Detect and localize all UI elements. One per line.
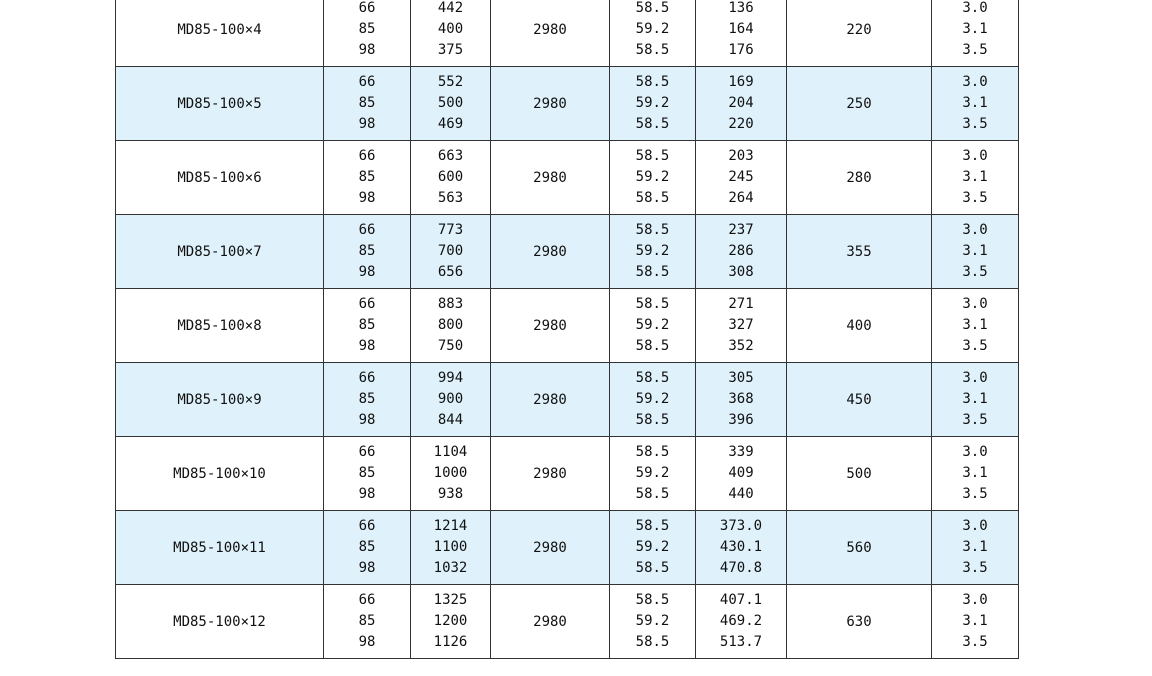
efficiency-cell [610, 289, 696, 363]
npsh-cell [932, 215, 1019, 289]
head-cell [411, 289, 491, 363]
head-cell-value: 938 [437, 486, 464, 502]
motor-power-cell: 250 [787, 67, 932, 141]
flow-cell-value: 66 [358, 592, 376, 608]
head-cell-value: 656 [437, 264, 464, 280]
flow-cell-value: 66 [358, 74, 376, 90]
shaft-power-cell [696, 215, 787, 289]
head-cell-value: 900 [437, 391, 464, 407]
flow-cell-value: 66 [358, 148, 376, 164]
npsh-cell-value: 3.0 [962, 74, 988, 90]
efficiency-cell [610, 511, 696, 585]
shaft-power-cell-value: 396 [728, 412, 754, 428]
shaft-power-cell-value: 305 [728, 370, 754, 386]
npsh-cell-value: 3.5 [962, 412, 988, 428]
flow-cell [324, 289, 411, 363]
efficiency-cell-value: 58.5 [635, 190, 670, 206]
shaft-power-cell-value: 368 [728, 391, 754, 407]
shaft-power-cell-value: 327 [728, 317, 754, 333]
head-cell-value: 700 [437, 243, 464, 259]
model-cell: MD85-100×10 [116, 437, 324, 511]
npsh-cell-value: 3.1 [962, 539, 988, 555]
head-cell-value: 563 [437, 190, 464, 206]
shaft-power-cell-value: 164 [728, 21, 754, 37]
efficiency-cell-value: 58.5 [635, 42, 670, 58]
model-cell: MD85-100×5 [116, 67, 324, 141]
shaft-power-cell-value: 469.2 [719, 613, 763, 629]
npsh-cell [932, 141, 1019, 215]
head-cell-value: 1000 [433, 465, 468, 481]
efficiency-cell-value: 58.5 [635, 74, 670, 90]
head-cell-value: 663 [437, 148, 464, 164]
efficiency-cell-value: 58.5 [635, 116, 670, 132]
efficiency-cell-value: 58.5 [635, 296, 670, 312]
shaft-power-cell-value: 136 [728, 0, 754, 16]
npsh-cell-value: 3.5 [962, 634, 988, 650]
head-cell-value: 883 [437, 296, 464, 312]
efficiency-cell [610, 141, 696, 215]
efficiency-cell [610, 437, 696, 511]
npsh-cell-value: 3.0 [962, 148, 988, 164]
motor-power-cell: 220 [787, 0, 932, 67]
npsh-cell [932, 585, 1019, 659]
npsh-cell-value: 3.5 [962, 560, 988, 576]
npsh-cell-value: 3.0 [962, 370, 988, 386]
efficiency-cell-value: 58.5 [635, 148, 670, 164]
speed-cell: 2980 [491, 141, 610, 215]
shaft-power-cell [696, 511, 787, 585]
table-row [116, 67, 1019, 141]
shaft-power-cell [696, 363, 787, 437]
npsh-cell [932, 437, 1019, 511]
flow-cell-value: 98 [358, 190, 376, 206]
head-cell-value: 1100 [433, 539, 468, 555]
npsh-cell-value: 3.0 [962, 592, 988, 608]
shaft-power-cell-value: 286 [728, 243, 754, 259]
npsh-cell-value: 3.1 [962, 317, 988, 333]
head-cell-value: 469 [437, 116, 464, 132]
flow-cell [324, 585, 411, 659]
npsh-cell [932, 511, 1019, 585]
efficiency-cell-value: 59.2 [635, 169, 670, 185]
head-cell-value: 773 [437, 222, 464, 238]
efficiency-cell-value: 59.2 [635, 243, 670, 259]
motor-power-cell: 500 [787, 437, 932, 511]
flow-cell-value: 98 [358, 264, 376, 280]
efficiency-cell-value: 59.2 [635, 465, 670, 481]
model-cell: MD85-100×11 [116, 511, 324, 585]
efficiency-cell-value: 58.5 [635, 560, 670, 576]
npsh-cell-value: 3.1 [962, 613, 988, 629]
npsh-cell-value: 3.5 [962, 338, 988, 354]
efficiency-cell-value: 58.5 [635, 444, 670, 460]
flow-cell-value: 98 [358, 560, 376, 576]
motor-power-cell: 630 [787, 585, 932, 659]
speed-cell: 2980 [491, 437, 610, 511]
speed-cell: 2980 [491, 585, 610, 659]
efficiency-cell-value: 58.5 [635, 264, 670, 280]
motor-power-cell: 355 [787, 215, 932, 289]
npsh-cell-value: 3.0 [962, 444, 988, 460]
head-cell-value: 500 [437, 95, 464, 111]
efficiency-cell-value: 59.2 [635, 613, 670, 629]
model-cell: MD85-100×4 [116, 0, 324, 67]
motor-power-cell: 450 [787, 363, 932, 437]
flow-cell-value: 98 [358, 42, 376, 58]
head-cell-value: 844 [437, 412, 464, 428]
npsh-cell-value: 3.0 [962, 222, 988, 238]
efficiency-cell [610, 215, 696, 289]
npsh-cell-value: 3.1 [962, 95, 988, 111]
npsh-cell-value: 3.5 [962, 486, 988, 502]
shaft-power-cell-value: 203 [728, 148, 754, 164]
speed-cell: 2980 [491, 67, 610, 141]
head-cell-value: 1200 [433, 613, 468, 629]
flow-cell [324, 437, 411, 511]
shaft-power-cell-value: 352 [728, 338, 754, 354]
shaft-power-cell-value: 264 [728, 190, 754, 206]
head-cell [411, 215, 491, 289]
head-cell-value: 552 [437, 74, 464, 90]
efficiency-cell [610, 0, 696, 67]
npsh-cell [932, 0, 1019, 67]
flow-cell-value: 66 [358, 222, 376, 238]
shaft-power-cell [696, 437, 787, 511]
model-cell: MD85-100×9 [116, 363, 324, 437]
model-cell: MD85-100×7 [116, 215, 324, 289]
efficiency-cell-value: 59.2 [635, 391, 670, 407]
head-cell [411, 585, 491, 659]
flow-cell-value: 85 [358, 317, 376, 333]
efficiency-cell-value: 58.5 [635, 338, 670, 354]
flow-cell [324, 215, 411, 289]
shaft-power-cell [696, 289, 787, 363]
npsh-cell-value: 3.0 [962, 0, 988, 16]
npsh-cell-value: 3.5 [962, 42, 988, 58]
shaft-power-cell-value: 470.8 [719, 560, 763, 576]
shaft-power-cell-value: 220 [728, 116, 754, 132]
efficiency-cell-value: 58.5 [635, 634, 670, 650]
flow-cell-value: 85 [358, 95, 376, 111]
shaft-power-cell-value: 271 [728, 296, 754, 312]
flow-cell-value: 66 [358, 518, 376, 534]
npsh-cell-value: 3.1 [962, 391, 988, 407]
table-row [116, 141, 1019, 215]
shaft-power-cell [696, 67, 787, 141]
npsh-cell-value: 3.0 [962, 296, 988, 312]
flow-cell-value: 98 [358, 412, 376, 428]
flow-cell-value: 85 [358, 613, 376, 629]
flow-cell [324, 141, 411, 215]
shaft-power-cell [696, 585, 787, 659]
head-cell-value: 375 [437, 42, 464, 58]
head-cell-value: 1032 [433, 560, 468, 576]
npsh-cell-value: 3.5 [962, 264, 988, 280]
head-cell [411, 67, 491, 141]
shaft-power-cell-value: 308 [728, 264, 754, 280]
head-cell-value: 750 [437, 338, 464, 354]
npsh-cell-value: 3.0 [962, 518, 988, 534]
flow-cell-value: 98 [358, 634, 376, 650]
head-cell-value: 800 [437, 317, 464, 333]
flow-cell-value: 85 [358, 465, 376, 481]
npsh-cell-value: 3.5 [962, 190, 988, 206]
flow-cell-value: 66 [358, 444, 376, 460]
npsh-cell-value: 3.1 [962, 465, 988, 481]
motor-power-cell: 560 [787, 511, 932, 585]
head-cell-value: 1126 [433, 634, 468, 650]
speed-cell: 2980 [491, 289, 610, 363]
npsh-cell [932, 67, 1019, 141]
shaft-power-cell-value: 409 [728, 465, 754, 481]
flow-cell [324, 67, 411, 141]
flow-cell-value: 66 [358, 296, 376, 312]
head-cell-value: 600 [437, 169, 464, 185]
flow-cell-value: 98 [358, 338, 376, 354]
speed-cell: 2980 [491, 0, 610, 67]
head-cell-value: 1325 [433, 592, 468, 608]
shaft-power-cell-value: 245 [728, 169, 754, 185]
shaft-power-cell-value: 373.0 [719, 518, 763, 534]
flow-cell-value: 98 [358, 116, 376, 132]
shaft-power-cell-value: 339 [728, 444, 754, 460]
model-cell: MD85-100×6 [116, 141, 324, 215]
efficiency-cell-value: 58.5 [635, 0, 670, 16]
head-cell-value: 1214 [433, 518, 468, 534]
efficiency-cell-value: 58.5 [635, 370, 670, 386]
shaft-power-cell-value: 237 [728, 222, 754, 238]
npsh-cell-value: 3.1 [962, 21, 988, 37]
table-row [116, 363, 1019, 437]
efficiency-cell-value: 59.2 [635, 95, 670, 111]
head-cell [411, 437, 491, 511]
efficiency-cell [610, 363, 696, 437]
model-cell: MD85-100×12 [116, 585, 324, 659]
head-cell-value: 442 [437, 0, 464, 16]
flow-cell-value: 85 [358, 169, 376, 185]
head-cell [411, 141, 491, 215]
table-row [116, 215, 1019, 289]
npsh-cell-value: 3.1 [962, 169, 988, 185]
npsh-cell [932, 289, 1019, 363]
pump-performance-table [115, 0, 1019, 659]
flow-cell [324, 0, 411, 67]
flow-cell-value: 66 [358, 370, 376, 386]
shaft-power-cell-value: 407.1 [719, 592, 763, 608]
shaft-power-cell-value: 169 [728, 74, 754, 90]
efficiency-cell-value: 59.2 [635, 539, 670, 555]
speed-cell: 2980 [491, 511, 610, 585]
head-cell [411, 0, 491, 67]
head-cell [411, 511, 491, 585]
head-cell-value: 1104 [433, 444, 468, 460]
shaft-power-cell-value: 430.1 [719, 539, 763, 555]
npsh-cell-value: 3.1 [962, 243, 988, 259]
table-row [116, 0, 1019, 67]
shaft-power-cell-value: 176 [728, 42, 754, 58]
flow-cell-value: 85 [358, 539, 376, 555]
efficiency-cell-value: 58.5 [635, 518, 670, 534]
shaft-power-cell [696, 141, 787, 215]
efficiency-cell-value: 59.2 [635, 317, 670, 333]
efficiency-cell-value: 59.2 [635, 21, 670, 37]
efficiency-cell-value: 58.5 [635, 222, 670, 238]
head-cell [411, 363, 491, 437]
efficiency-cell-value: 58.5 [635, 592, 670, 608]
efficiency-cell [610, 585, 696, 659]
head-cell-value: 400 [437, 21, 464, 37]
flow-cell-value: 98 [358, 486, 376, 502]
table-row [116, 289, 1019, 363]
motor-power-cell: 280 [787, 141, 932, 215]
npsh-cell [932, 363, 1019, 437]
flow-cell [324, 511, 411, 585]
shaft-power-cell-value: 204 [728, 95, 754, 111]
efficiency-cell-value: 58.5 [635, 486, 670, 502]
motor-power-cell: 400 [787, 289, 932, 363]
shaft-power-cell-value: 513.7 [719, 634, 763, 650]
flow-cell-value: 85 [358, 21, 376, 37]
speed-cell: 2980 [491, 363, 610, 437]
npsh-cell-value: 3.5 [962, 116, 988, 132]
flow-cell-value: 66 [358, 0, 376, 16]
flow-cell-value: 85 [358, 243, 376, 259]
flow-cell-value: 85 [358, 391, 376, 407]
table-row [116, 511, 1019, 585]
shaft-power-cell-value: 440 [728, 486, 754, 502]
model-cell: MD85-100×8 [116, 289, 324, 363]
head-cell-value: 994 [437, 370, 464, 386]
shaft-power-cell [696, 0, 787, 67]
efficiency-cell-value: 58.5 [635, 412, 670, 428]
flow-cell [324, 363, 411, 437]
speed-cell: 2980 [491, 215, 610, 289]
efficiency-cell [610, 67, 696, 141]
table-row [116, 437, 1019, 511]
table-row [116, 585, 1019, 659]
